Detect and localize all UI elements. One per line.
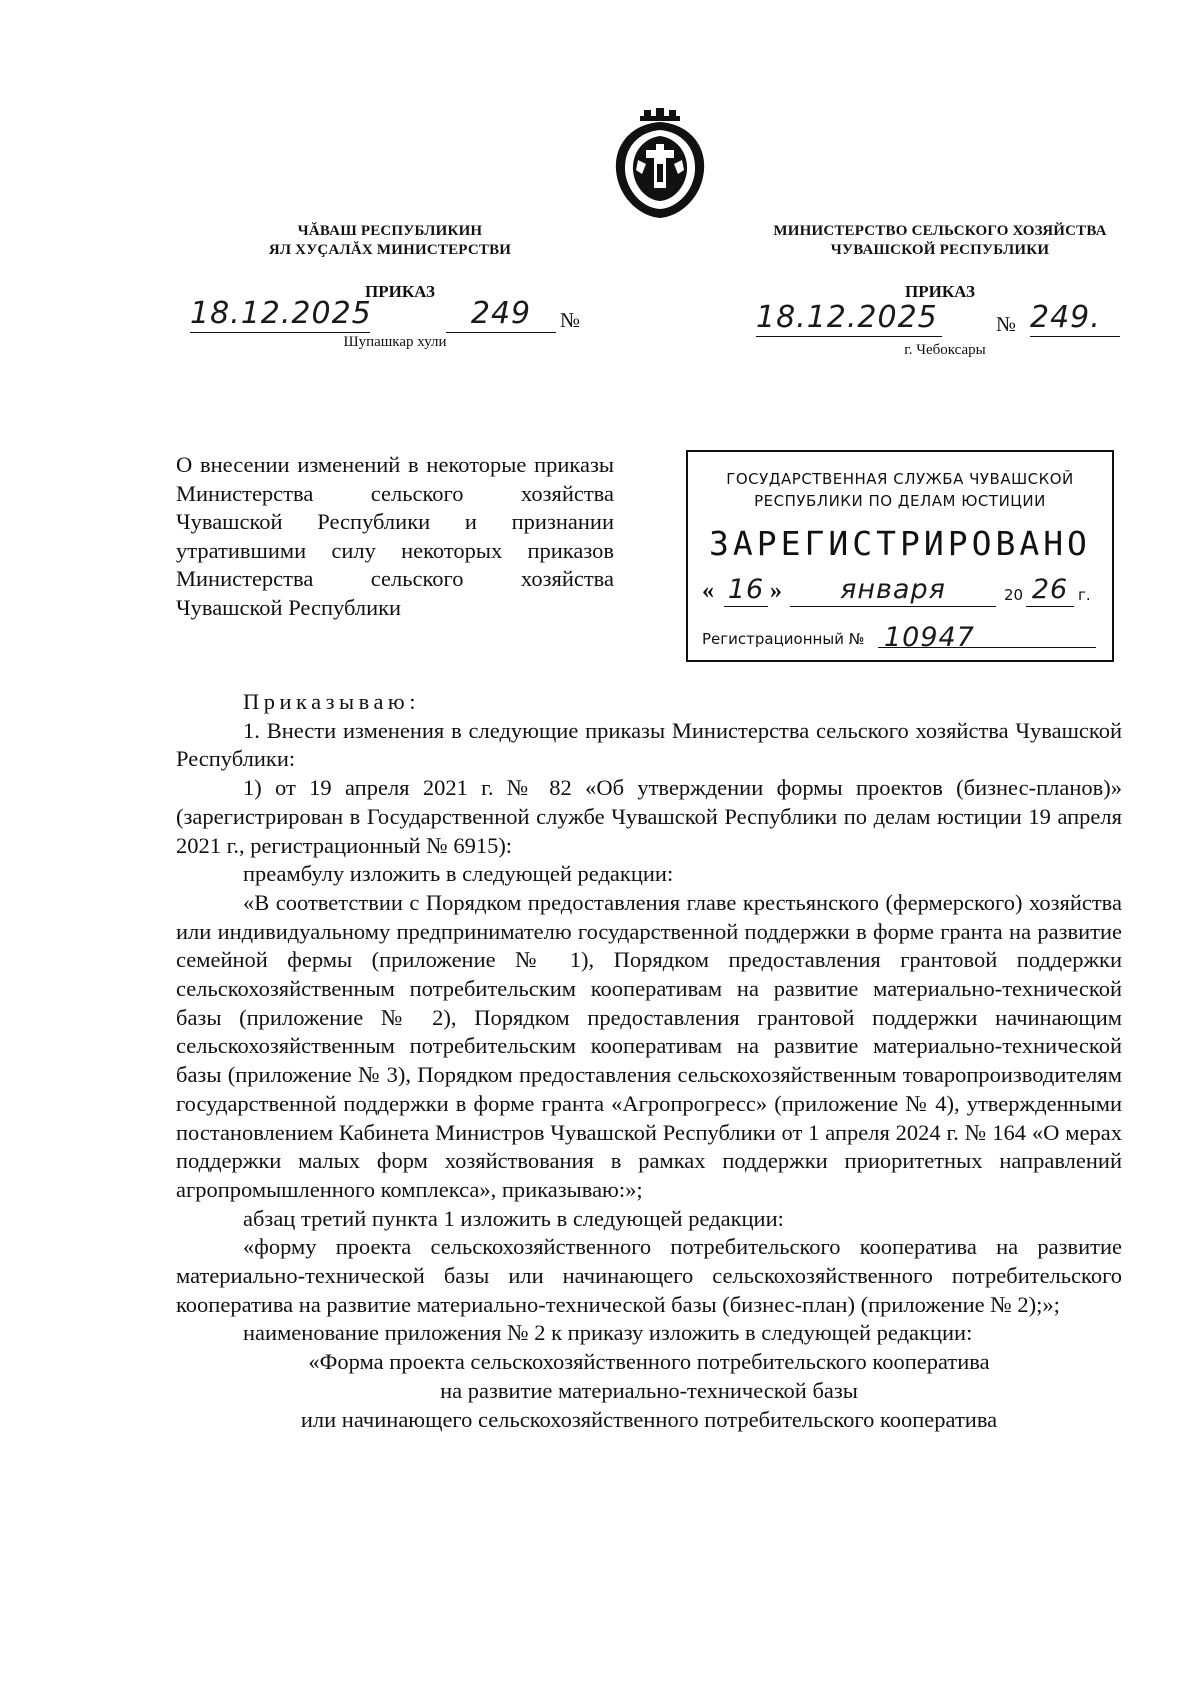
coat-of-arms-emblem xyxy=(606,108,714,220)
left-org-name xyxy=(200,222,580,260)
stamp-day: 16 xyxy=(724,574,768,607)
right-order-date: 18.12.2025 xyxy=(756,300,942,337)
stamp-registered: ЗАРЕГИСТРИРОВАНО xyxy=(709,524,1091,563)
right-org-name xyxy=(740,222,1140,260)
stamp-date-row xyxy=(702,574,1102,610)
left-city: Шупашкар хули xyxy=(343,334,447,350)
body-paragraph-7: наименование приложения № 2 к приказу изложить в следующей редакции: xyxy=(243,1320,973,1346)
right-number-sign: № xyxy=(996,312,1017,336)
right-org-line2: ЧУВАШСКОЙ РЕСПУБЛИКИ xyxy=(830,242,1050,258)
stamp-year-suffix: 26 xyxy=(1026,574,1074,607)
body-centered-line-3: или начинающего сельскохозяйственного потребительского кооператива xyxy=(300,1406,998,1432)
stamp-reg-label: Регистрационный № xyxy=(702,630,865,648)
body-paragraph-1: 1. Внести изменения в следующие приказы Министерства сельского хозяйства Чувашской Республики: xyxy=(176,717,1122,772)
stamp-reg-number: 10947 xyxy=(878,622,1096,648)
stamp-year-unit: г. xyxy=(1078,586,1091,604)
body-paragraph-3: преамбулу изложить в следующей редакции: xyxy=(243,861,674,887)
stamp-reg-row xyxy=(702,622,1102,652)
body-paragraph-6: «форму проекта сельскохозяйственного потребительского кооператива на развитие материально-технической базы или начинающего сельскохозяйственного потребительского кооператива на развитие материально-технической базы (бизнес-план) (приложение № 2);»; xyxy=(176,1234,1122,1317)
stamp-line2: РЕСПУБЛИКИ ПО ДЕЛАМ ЮСТИЦИИ xyxy=(754,492,1046,510)
body-paragraph-5: абзац третий пункта 1 изложить в следующей редакции: xyxy=(243,1205,784,1231)
right-order-label: ПРИКАЗ xyxy=(905,282,975,301)
left-order-number: 249 xyxy=(446,296,556,333)
stamp-line1: ГОСУДАРСТВЕННАЯ СЛУЖБА ЧУВАШСКОЙ xyxy=(726,470,1074,488)
stamp-quote-open: « xyxy=(702,578,714,604)
body-paragraph-order: Приказываю: xyxy=(243,689,420,714)
right-order-number: 249. xyxy=(1030,300,1120,337)
left-org-line1: ЧĂВАШ РЕСПУБЛИКИН xyxy=(297,223,483,239)
body-centered-line-1: «Форма проекта сельскохозяйственного потребительского кооператива xyxy=(308,1349,990,1375)
body-centered-line-2: на развитие материально-технической базы xyxy=(440,1377,858,1403)
left-number-sign: № xyxy=(560,308,581,332)
registration-stamp xyxy=(686,450,1114,662)
right-city: г. Чебоксары xyxy=(904,342,986,358)
document-body xyxy=(176,688,1122,1434)
left-order-label: ПРИКАЗ xyxy=(365,282,435,301)
emblem-icon xyxy=(606,108,714,220)
right-org-line1: МИНИСТЕРСТВО СЕЛЬСКОГО ХОЗЯЙСТВА xyxy=(773,223,1107,239)
stamp-quote-close: » xyxy=(770,578,782,604)
left-org-line2: ЯЛ ХУҪАЛĂХ МИНИСТЕРСТВИ xyxy=(268,242,512,258)
body-paragraph-4: «В соответствии с Порядком предоставления главе крестьянского (фермерского) хозяйства или индивидуальному предпринимателю государственной поддержки в форме гранта на развитие семейной фермы (приложение № 1), Порядком предоставления грантовой поддержки сельскохозяйственным потребительским кооперативам на развитие материально-технической базы (приложение № 2), Порядком предоставления грантовой поддержки начинающим сельскохозяйственным потребительским кооперативам на развитие материально-технической базы (приложение № 3), Порядком предоставления сельскохозяйственным товаропроизводителям государственной поддержки в форме гранта «Агропрогресс» (приложение № 4), утвержденными постановлением Кабинета Министров Чувашской Республики от 1 апреля 2024 г. № 164 «О мерах поддержки малых форм хозяйствования в рамках поддержки приоритетных направлений агропромышленного комплекса», приказываю:»; xyxy=(176,889,1122,1202)
document-title: О внесении изменений в некоторые приказы Министерства сельского хозяйства Чувашской Республики и признании утратившими силу некоторых приказов Министерства сельского хозяйства Чувашской Республики xyxy=(176,452,614,620)
stamp-year-prefix: 20 xyxy=(1004,586,1024,604)
left-order-date: 18.12.2025 xyxy=(190,296,372,331)
stamp-month: января xyxy=(790,574,996,607)
body-paragraph-2: 1) от 19 апреля 2021 г. № 82 «Об утверждении формы проектов (бизнес-планов)» (зарегистрирован в Государственной службе Чувашской Республики по делам юстиции 19 апреля 2021 г., регистрационный № 6915): xyxy=(176,775,1122,858)
